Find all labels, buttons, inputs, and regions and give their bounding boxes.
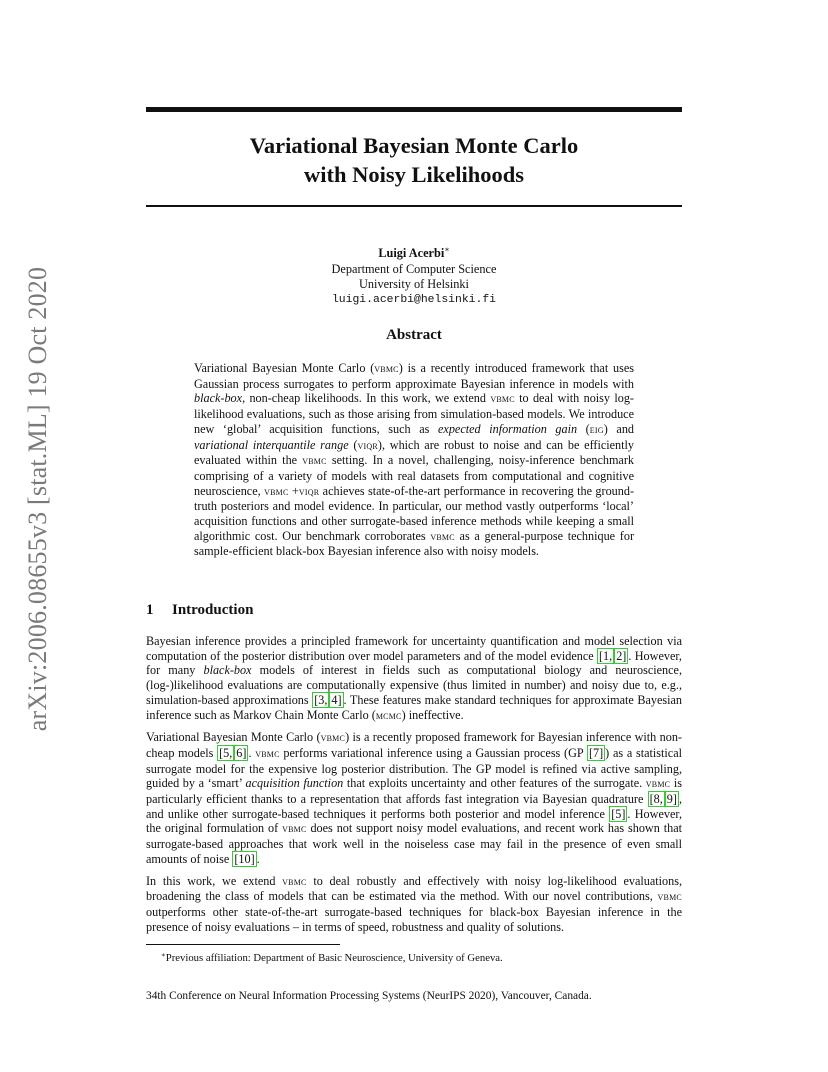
citation-link[interactable]: [10] bbox=[234, 851, 255, 866]
title-line-2: with Noisy Likelihoods bbox=[303, 162, 525, 187]
citation-link[interactable]: 6] bbox=[236, 745, 247, 760]
title-bottom-rule bbox=[146, 205, 682, 207]
author-department: Department of Computer Science bbox=[331, 261, 497, 276]
section-heading-introduction: 1 Introduction bbox=[146, 602, 254, 618]
footnote: ∗Previous affiliation: Department of Basic Neuroscience, University of Geneva. bbox=[161, 951, 503, 964]
paper-title bbox=[146, 131, 682, 189]
introduction-body bbox=[146, 634, 682, 941]
conference-footer: 34th Conference on Neural Information Processing Systems (NeurIPS 2020), Vancouver, Canada. bbox=[146, 990, 592, 1002]
footnote-rule bbox=[146, 944, 340, 945]
citation-link[interactable]: [7] bbox=[588, 745, 604, 760]
author-footnote-mark: ∗ bbox=[444, 245, 450, 254]
paragraph-1: Bayesian inference provides a principled framework for uncertainty quantification and model selection via computation of the posterior distribution over model parameters and of the model evidence [1, 2] . However, for many black-box models of interest in fields such as computational biology and neuroscience, (log-)likelihood evaluations are computationally expensive (thus limited in number) and noisy due to, e.g., simulation-based approximations [3, 4] . These features make standard techniques for approximate Bayesian inference such as Markov Chain Monte Carlo (mcmc) ineffective. bbox=[146, 634, 683, 722]
title-top-rule bbox=[146, 107, 682, 112]
title-line-1: Variational Bayesian Monte Carlo bbox=[249, 133, 579, 158]
citation-link[interactable]: [5, bbox=[219, 745, 233, 760]
citation-link[interactable]: [8, bbox=[649, 792, 663, 807]
author-university: University of Helsinki bbox=[359, 277, 469, 291]
citation-link[interactable]: 9] bbox=[666, 792, 677, 807]
paragraph-2: Variational Bayesian Monte Carlo (vbmc) is a recently proposed framework for Bayesian inference with non-cheap models [5, 6] . vbmc performs variational inference using a Gaussian process (GP [7] ) as a statistical surrogate model for the expensive log posterior distribution. The GP model is refined via active sampling, guided by a ‘smart’ acquisition function that exploits uncertainty and other features of the surrogate. vbmc is particularly efficient thanks to a representation that affords fast integration via Bayesian quadrature [8, 9] , and unlike other surrogate-based techniques it performs both posterior and model inference [5] . However, the original formulation of vbmc does not support noisy model evaluations, and recent work has shown that surrogate-based approaches that work well in the noiseless case may fail in the presence of even small amounts of noise [10] . bbox=[146, 730, 683, 866]
abstract-text: Variational Bayesian Monte Carlo (vbmc) is a recently introduced framework that uses Gaussian process surrogates to perform approximate Bayesian inference in models with black-box, non-cheap likelihoods. In this work, we extend vbmc to deal with noisy log-likelihood evaluations, such as those arising from simulation-based models. We introduce new ‘global’ acquisition functions, such as expected information gain (eig) and variational interquantile range (viqr), which are robust to noise and can be efficiently evaluated within the vbmc setting. In a novel, challenging, noisy-inference benchmark comprising of a variety of models with real datasets from computational and cognitive neuroscience, vbmc +viqr achieves state-of-the-art performance in recovering the ground-truth posteriors and model evidence. In particular, our method vastly outperforms ‘local’ acquisition functions and other surrogate-based inference methods while keeping a small algorithmic cost. Our benchmark corroborates vbmc as a general-purpose technique for sample-efficient black-box Bayesian inference also with noisy models. bbox=[194, 361, 635, 559]
abstract-heading: Abstract bbox=[386, 327, 442, 343]
citation-link[interactable]: [5] bbox=[611, 806, 626, 821]
paragraph-3: In this work, we extend vbmc to deal robustly and effectively with noisy log-likelihood evaluations, broadening the class of models that can be estimated via the method. With our novel contributions, vbmc outperforms other state-of-the-art surrogate-based techniques for black-box Bayesian inference in the presence of noisy evaluations – in terms of speed, robustness and quality of solutions. bbox=[146, 873, 682, 934]
author-email: luigi.acerbi@helsinki.fi bbox=[331, 293, 497, 306]
citation-link[interactable]: 2] bbox=[616, 648, 627, 663]
author-block bbox=[146, 242, 682, 308]
citation-link[interactable]: 4] bbox=[331, 692, 342, 707]
author-name: Luigi Acerbi bbox=[378, 246, 445, 260]
citation-link[interactable]: [3, bbox=[314, 692, 328, 707]
citation-link[interactable]: [1, bbox=[599, 648, 613, 663]
arxiv-stamp: arXiv:2006.08655v3 [stat.ML] 19 Oct 2020 bbox=[23, 266, 52, 732]
